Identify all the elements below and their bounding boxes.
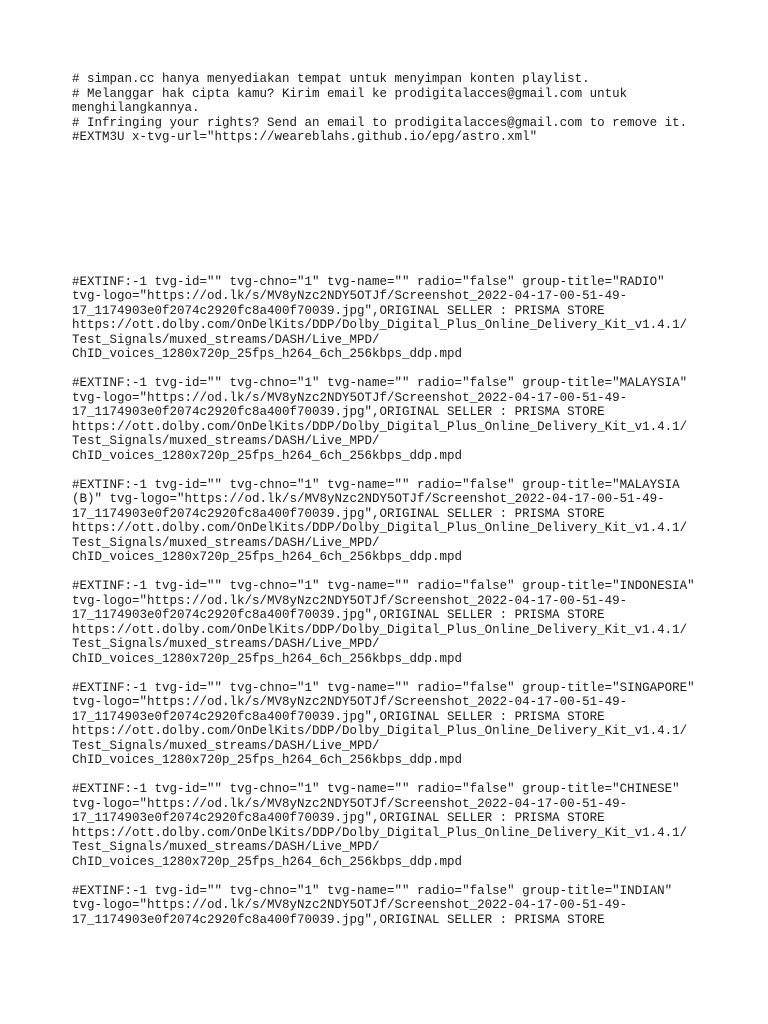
stream-url-line: Test_Signals/muxed_streams/DASH/Live_MPD/ (72, 535, 380, 550)
stream-url-line: ChID_voices_1280x720p_25fps_h264_6ch_256kbps_ddp.mpd (72, 550, 463, 564)
stream-url-line: https://ott.dolby.com/OnDelKits/DDP/Dolby_Digital_Plus_Online_Delivery_Kit_v1.4.1/ (72, 825, 688, 840)
entry-line: 17_1174903e0f2074c2920fc8a400f70039.jpg",ORIGINAL SELLER : PRISMA STORE (72, 811, 605, 825)
stream-url-line: Test_Signals/muxed_streams/DASH/Live_MPD/ (72, 637, 380, 651)
entry-line: tvg-logo="https://od.lk/s/MV8yNzc2NDY5OTJf/Screenshot_2022-04-17-00-51-49- (72, 289, 628, 303)
entry-line: 17_1174903e0f2074c2920fc8a400f70039.jpg",ORIGINAL SELLER : PRISMA STORE (72, 405, 605, 419)
stream-url-line: https://ott.dolby.com/OnDelKits/DDP/Dolby_Digital_Plus_Online_Delivery_Kit_v1.4.1/ (72, 724, 688, 738)
playlist-entry-indian (72, 884, 752, 928)
entry-line: tvg-logo="https://od.lk/s/MV8yNzc2NDY5OTJf/Screenshot_2022-04-17-00-51-49- (72, 593, 628, 608)
stream-url-line: ChID_voices_1280x720p_25fps_h264_6ch_256kbps_ddp.mpd (72, 651, 463, 666)
entry-line: 17_1174903e0f2074c2920fc8a400f70039.jpg",ORIGINAL SELLER : PRISMA STORE (72, 709, 605, 724)
entry-line: tvg-logo="https://od.lk/s/MV8yNzc2NDY5OTJf/Screenshot_2022-04-17-00-51-49- (72, 695, 628, 709)
header-line: # Melanggar hak cipta kamu? Kirim email ke prodigitalacces@gmail.com untuk (72, 86, 628, 101)
stream-url-line: Test_Signals/muxed_streams/DASH/Live_MPD/ (72, 332, 380, 347)
entry-line: 17_1174903e0f2074c2920fc8a400f70039.jpg",ORIGINAL SELLER : PRISMA STORE (72, 303, 605, 318)
stream-url-line: ChID_voices_1280x720p_25fps_h264_6ch_256kbps_ddp.mpd (72, 854, 463, 869)
playlist-entry-indonesia (72, 579, 752, 666)
playlist-entry-radio (72, 275, 752, 362)
extinf-line: #EXTINF:-1 tvg-id="" tvg-chno="1" tvg-name="" radio="false" group-title="CHINESE" (72, 782, 680, 796)
extinf-line: #EXTINF:-1 tvg-id="" tvg-chno="1" tvg-name="" radio="false" group-title="MALAYSIA (72, 477, 680, 492)
entry-line: (B)" tvg-logo="https://od.lk/s/MV8yNzc2NDY5OTJf/Screenshot_2022-04-17-00-51-49- (72, 492, 665, 506)
entry-line: tvg-logo="https://od.lk/s/MV8yNzc2NDY5OTJf/Screenshot_2022-04-17-00-51-49- (72, 898, 628, 912)
playlist-entry-malaysia-b (72, 478, 752, 565)
document-page (72, 72, 752, 942)
extinf-line: #EXTINF:-1 tvg-id="" tvg-chno="1" tvg-name="" radio="false" group-title="SINGAPORE" (72, 680, 695, 695)
stream-url-line: https://ott.dolby.com/OnDelKits/DDP/Dolby_Digital_Plus_Online_Delivery_Kit_v1.4.1/ (72, 318, 688, 332)
entry-line: 17_1174903e0f2074c2920fc8a400f70039.jpg",ORIGINAL SELLER : PRISMA STORE (72, 506, 605, 521)
playlist-header-comments (72, 72, 752, 145)
playlist-entry-chinese (72, 782, 752, 869)
entry-line: 17_1174903e0f2074c2920fc8a400f70039.jpg",ORIGINAL SELLER : PRISMA STORE (72, 912, 605, 927)
entry-line: 17_1174903e0f2074c2920fc8a400f70039.jpg",ORIGINAL SELLER : PRISMA STORE (72, 608, 605, 622)
entry-line: tvg-logo="https://od.lk/s/MV8yNzc2NDY5OTJf/Screenshot_2022-04-17-00-51-49- (72, 796, 628, 811)
stream-url-line: Test_Signals/muxed_streams/DASH/Live_MPD/ (72, 434, 380, 448)
stream-url-line: ChID_voices_1280x720p_25fps_h264_6ch_256kbps_ddp.mpd (72, 448, 463, 463)
playlist-entries (72, 275, 752, 928)
playlist-entry-malaysia (72, 376, 752, 463)
header-line: # simpan.cc hanya menyediakan tempat untuk menyimpan konten playlist. (72, 72, 590, 86)
stream-url-line: https://ott.dolby.com/OnDelKits/DDP/Dolby_Digital_Plus_Online_Delivery_Kit_v1.4.1/ (72, 419, 688, 434)
stream-url-line: ChID_voices_1280x720p_25fps_h264_6ch_256kbps_ddp.mpd (72, 753, 463, 767)
extinf-line: #EXTINF:-1 tvg-id="" tvg-chno="1" tvg-name="" radio="false" group-title="INDIAN" (72, 883, 673, 898)
stream-url-line: Test_Signals/muxed_streams/DASH/Live_MPD/ (72, 738, 380, 753)
extinf-line: #EXTINF:-1 tvg-id="" tvg-chno="1" tvg-name="" radio="false" group-title="MALAYSIA" (72, 376, 688, 390)
header-line: # Infringing your rights? Send an email to prodigitalacces@gmail.com to remove it. (72, 115, 688, 130)
extm3u-line: #EXTM3U x-tvg-url="https://weareblahs.github.io/epg/astro.xml" (72, 130, 538, 144)
entry-line: tvg-logo="https://od.lk/s/MV8yNzc2NDY5OTJf/Screenshot_2022-04-17-00-51-49- (72, 390, 628, 405)
stream-url-line: Test_Signals/muxed_streams/DASH/Live_MPD/ (72, 840, 380, 854)
playlist-entry-singapore (72, 681, 752, 768)
header-line: menghilangkannya. (72, 101, 200, 115)
stream-url-line: ChID_voices_1280x720p_25fps_h264_6ch_256kbps_ddp.mpd (72, 347, 463, 361)
stream-url-line: https://ott.dolby.com/OnDelKits/DDP/Dolby_Digital_Plus_Online_Delivery_Kit_v1.4.1/ (72, 622, 688, 637)
extinf-line: #EXTINF:-1 tvg-id="" tvg-chno="1" tvg-name="" radio="false" group-title="INDONESIA" (72, 579, 695, 593)
stream-url-line: https://ott.dolby.com/OnDelKits/DDP/Dolby_Digital_Plus_Online_Delivery_Kit_v1.4.1/ (72, 521, 688, 535)
extinf-line: #EXTINF:-1 tvg-id="" tvg-chno="1" tvg-name="" radio="false" group-title="RADIO" (72, 274, 665, 289)
